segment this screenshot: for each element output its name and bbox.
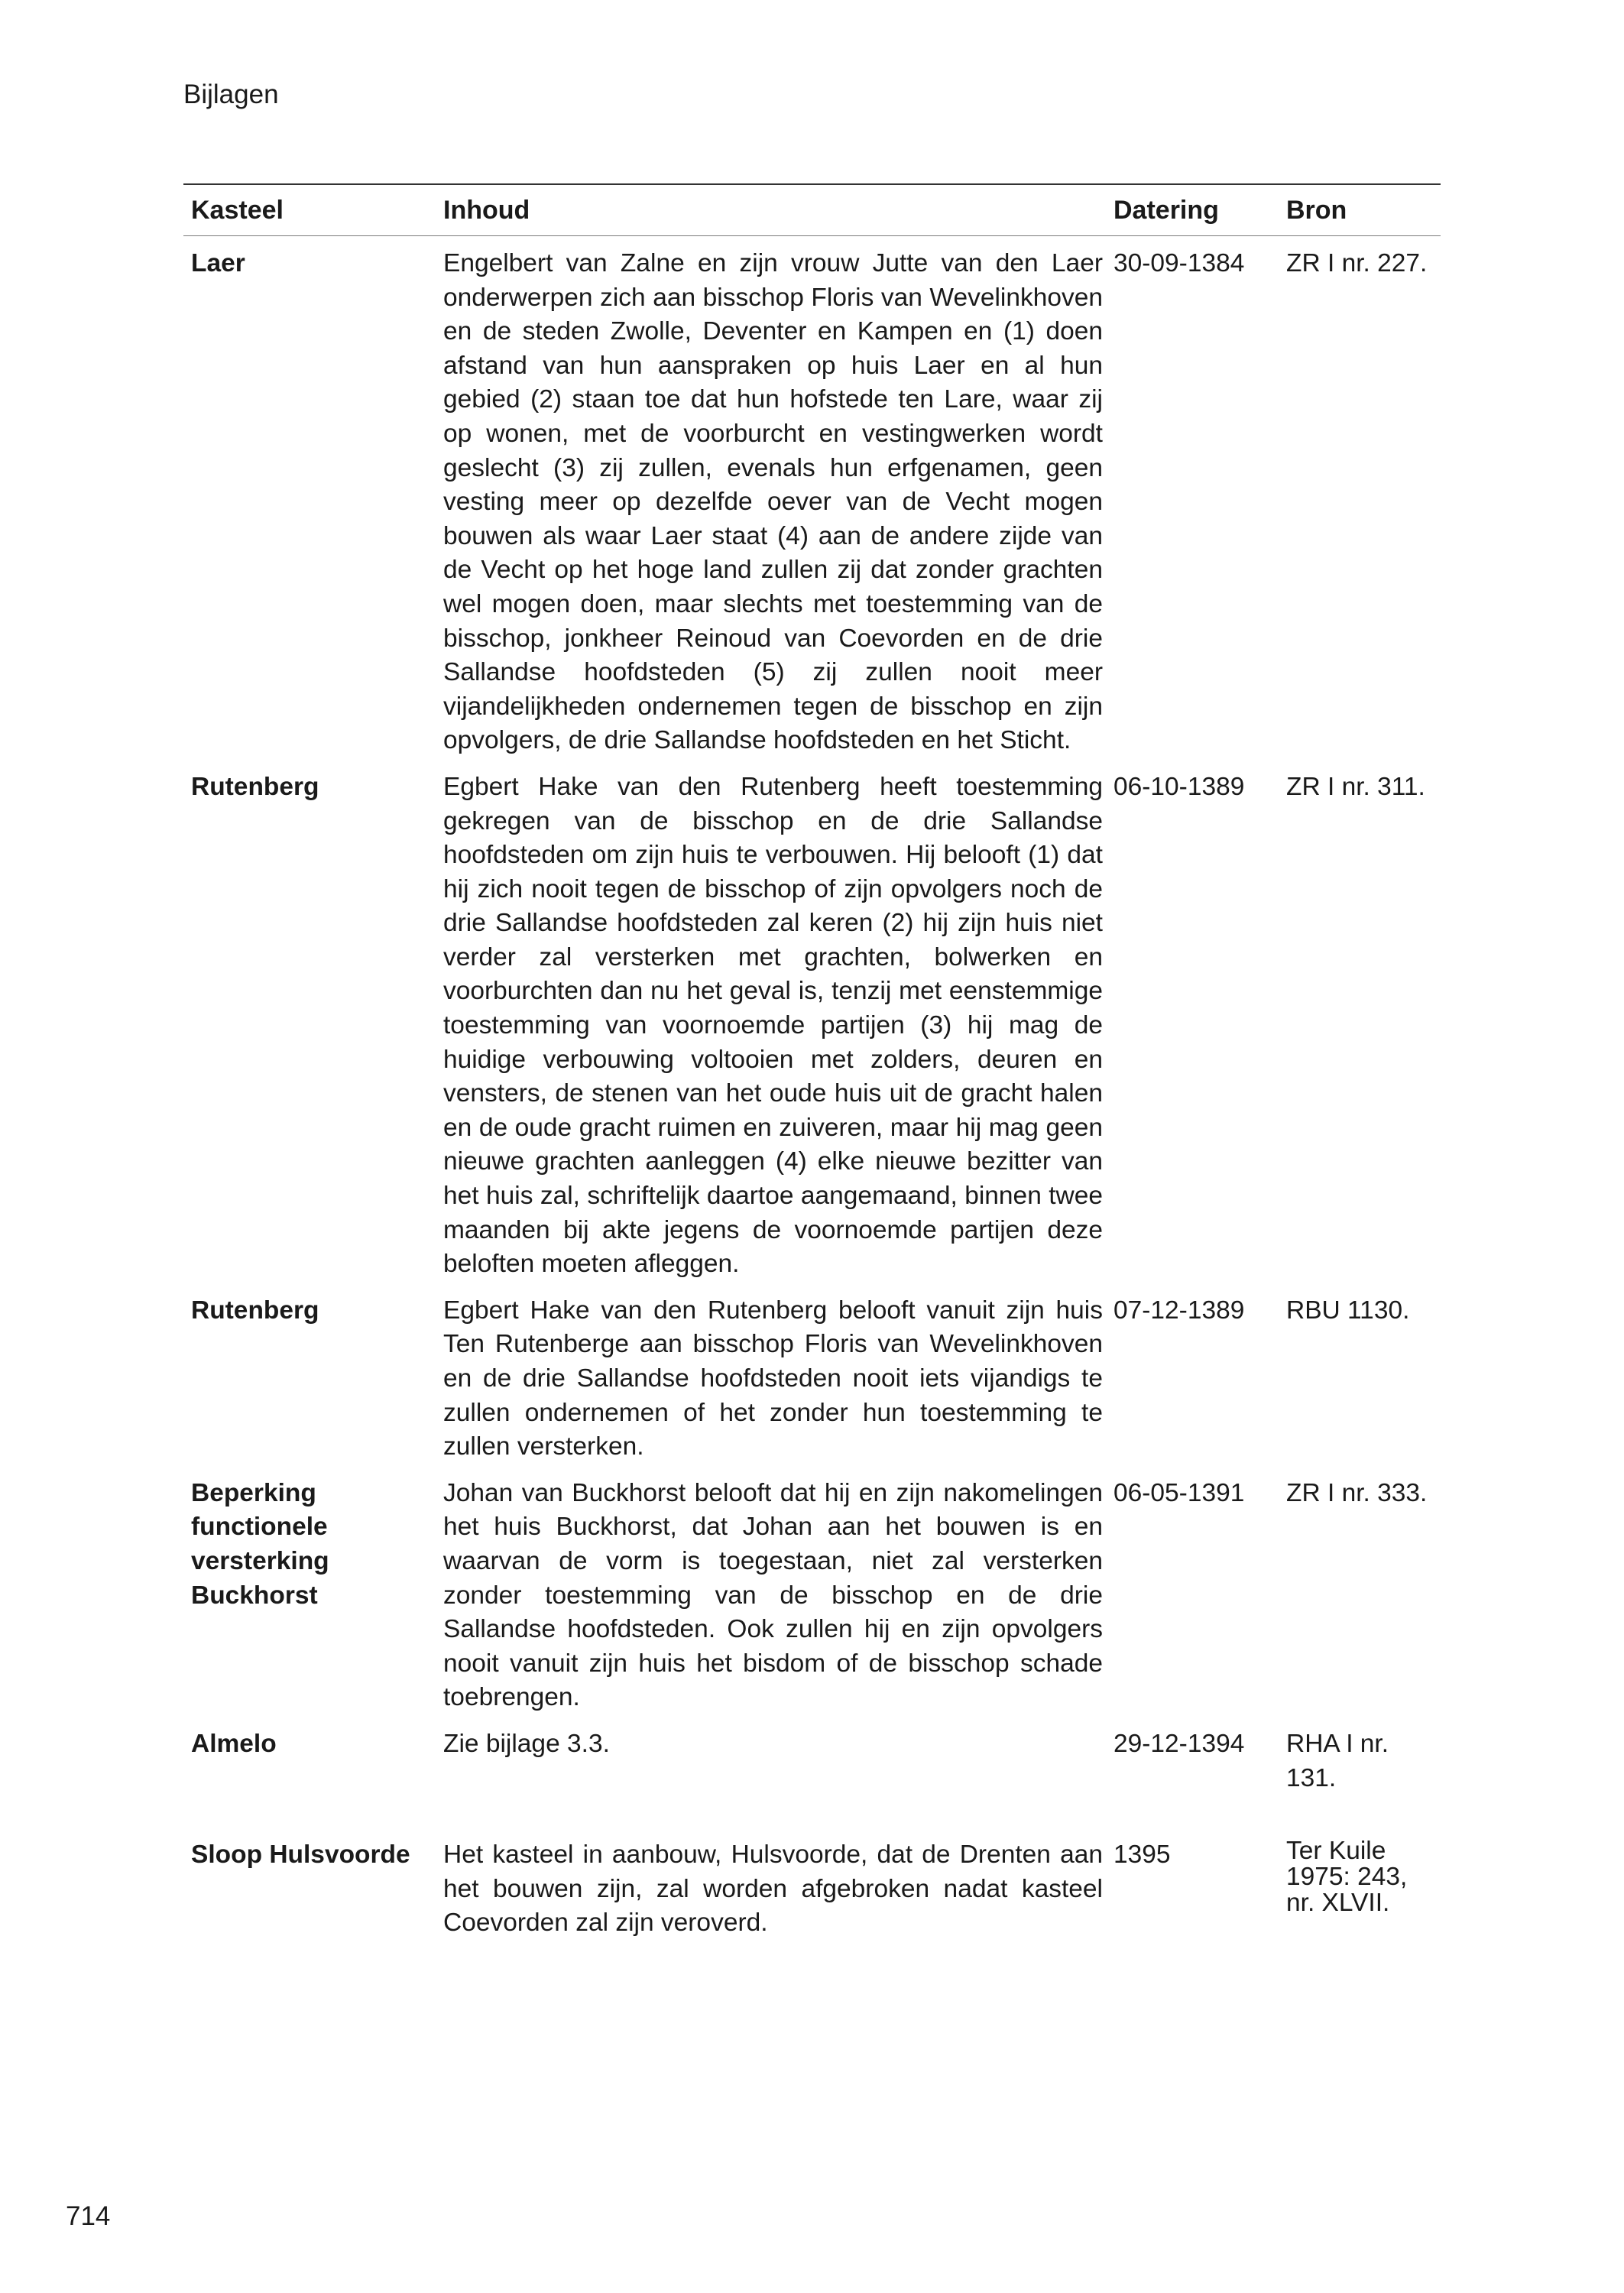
cell-inhoud: Johan van Buckhorst belooft dat hij en zijn nakomelingen het huis Buckhorst, dat Johan aan het bouwen is en waarvan de vorm is toegestaan, niet zal versterken zonder toestemming van de bisschop en de drie Sallandse hoofdsteden. Ook zullen hij en zijn opvolgers nooit vanuit zijn huis het bisdom of de bisschop schade toebrengen.: [443, 1478, 1103, 1712]
cell-datering: 29-12-1394: [1113, 1729, 1245, 1758]
page-number: 714: [66, 2201, 111, 2231]
cell-bron: RHA I nr. 131.: [1286, 1729, 1389, 1792]
cell-inhoud: Zie bijlage 3.3.: [443, 1729, 610, 1758]
cell-datering: 06-10-1389: [1113, 772, 1245, 801]
cell-datering: 07-12-1389: [1113, 1296, 1245, 1325]
cell-kasteel: Beperking functionele versterking Buckhorst: [191, 1478, 329, 1610]
table-row: [183, 1727, 1441, 1795]
cell-inhoud: Het kasteel in aanbouw, Hulsvoorde, dat de Drenten aan het bouwen zijn, zal worden afgebroken nadat kasteel Coevorden zal zijn veroverd.: [443, 1841, 1103, 1938]
cell-datering: 30-09-1384: [1113, 249, 1245, 277]
cell-kasteel: Rutenberg: [191, 772, 319, 801]
cell-bron: Ter Kuile 1975: 243, nr. XLVII.: [1286, 1837, 1408, 1918]
cell-kasteel: Rutenberg: [191, 1296, 319, 1325]
cell-bron: ZR I nr. 311.: [1286, 772, 1425, 801]
header-datering: Datering: [1113, 196, 1219, 225]
cell-bron: ZR I nr. 227.: [1286, 249, 1428, 277]
cell-inhoud: Egbert Hake van den Rutenberg heeft toestemming gekregen van de bisschop en de drie Sallandse hoofdsteden om zijn huis te verbouwen. Hij belooft (1) dat hij zich nooit tegen de bisschop of zijn opvolgers noch de drie Sallandse hoofdsteden zal keren (2) hij zijn huis niet verder zal versterken met grachten, bolwerken en voorburchten dan nu het geval is, tenzij met eenstemmige toestemming van voornoemde partijen (3) hij mag de huidige verbouwing voltooien met zolders, deuren en vensters, de stenen van het oude huis uit de gracht halen en de oude gracht ruimen en zuiveren, maar hij mag geen nieuwe grachten aanleggen (4) elke nieuwe bezitter van het huis zal, schriftelijk daartoe aangemaand, binnen twee maanden bij akte jegens de voornoemde partijen deze beloften moeten afleggen.: [443, 772, 1103, 1279]
table-row: [183, 770, 1441, 1282]
table-row: [183, 1838, 1441, 1941]
cell-inhoud: Egbert Hake van den Rutenberg belooft vanuit zijn huis Ten Rutenberge aan bisschop Floris van Wevelinkhoven en de drie Sallandse hoofdsteden nooit iets vijandigs te zullen ondernemen of het zonder hun toestemming te zullen versterken.: [443, 1296, 1103, 1461]
cell-kasteel: Laer: [191, 249, 245, 277]
appendix-table: [183, 183, 1441, 1941]
cell-bron: RBU 1130.: [1286, 1296, 1410, 1325]
header-bron: Bron: [1286, 196, 1347, 225]
table-row: [183, 247, 1441, 758]
header-inhoud: Inhoud: [443, 196, 530, 225]
cell-kasteel: Sloop Hulsvoorde: [191, 1841, 410, 1870]
running-head: Bijlagen: [183, 79, 279, 109]
cell-datering: 06-05-1391: [1113, 1478, 1245, 1507]
cell-inhoud: Engelbert van Zalne en zijn vrouw Jutte van den Laer onderwerpen zich aan bisschop Floris van Wevelinkhoven en de steden Zwolle, Deventer en Kampen en (1) doen afstand van hun aanspraken op huis Laer en al hun gebied (2) staan toe dat hun hofstede ten Lare, waar zij op wonen, met de voorburcht en vestingwerken wordt geslecht (3) zij zullen, evenals hun erfgenamen, geen vesting meer op dezelfde oever van de Vecht mogen bouwen als waar Laer staat (4) aan de andere zijde van de Vecht op het hoge land zullen zij dat zonder grachten wel mogen doen, maar slechts met toestemming van de bisschop, jonkheer Reinoud van Coevorden en de drie Sallandse hoofdsteden (5) zij zullen nooit meer vijandelijkheden ondernemen tegen de bisschop en zijn opvolgers, de drie Sallandse hoofdsteden en het Sticht.: [443, 249, 1103, 755]
table-row: [183, 1294, 1441, 1464]
cell-kasteel: Almelo: [191, 1729, 277, 1758]
table-header: [183, 183, 1441, 236]
table-row: [183, 1477, 1441, 1715]
cell-datering: 1395: [1113, 1841, 1171, 1870]
header-kasteel: Kasteel: [191, 196, 284, 225]
cell-bron: ZR I nr. 333.: [1286, 1478, 1428, 1507]
